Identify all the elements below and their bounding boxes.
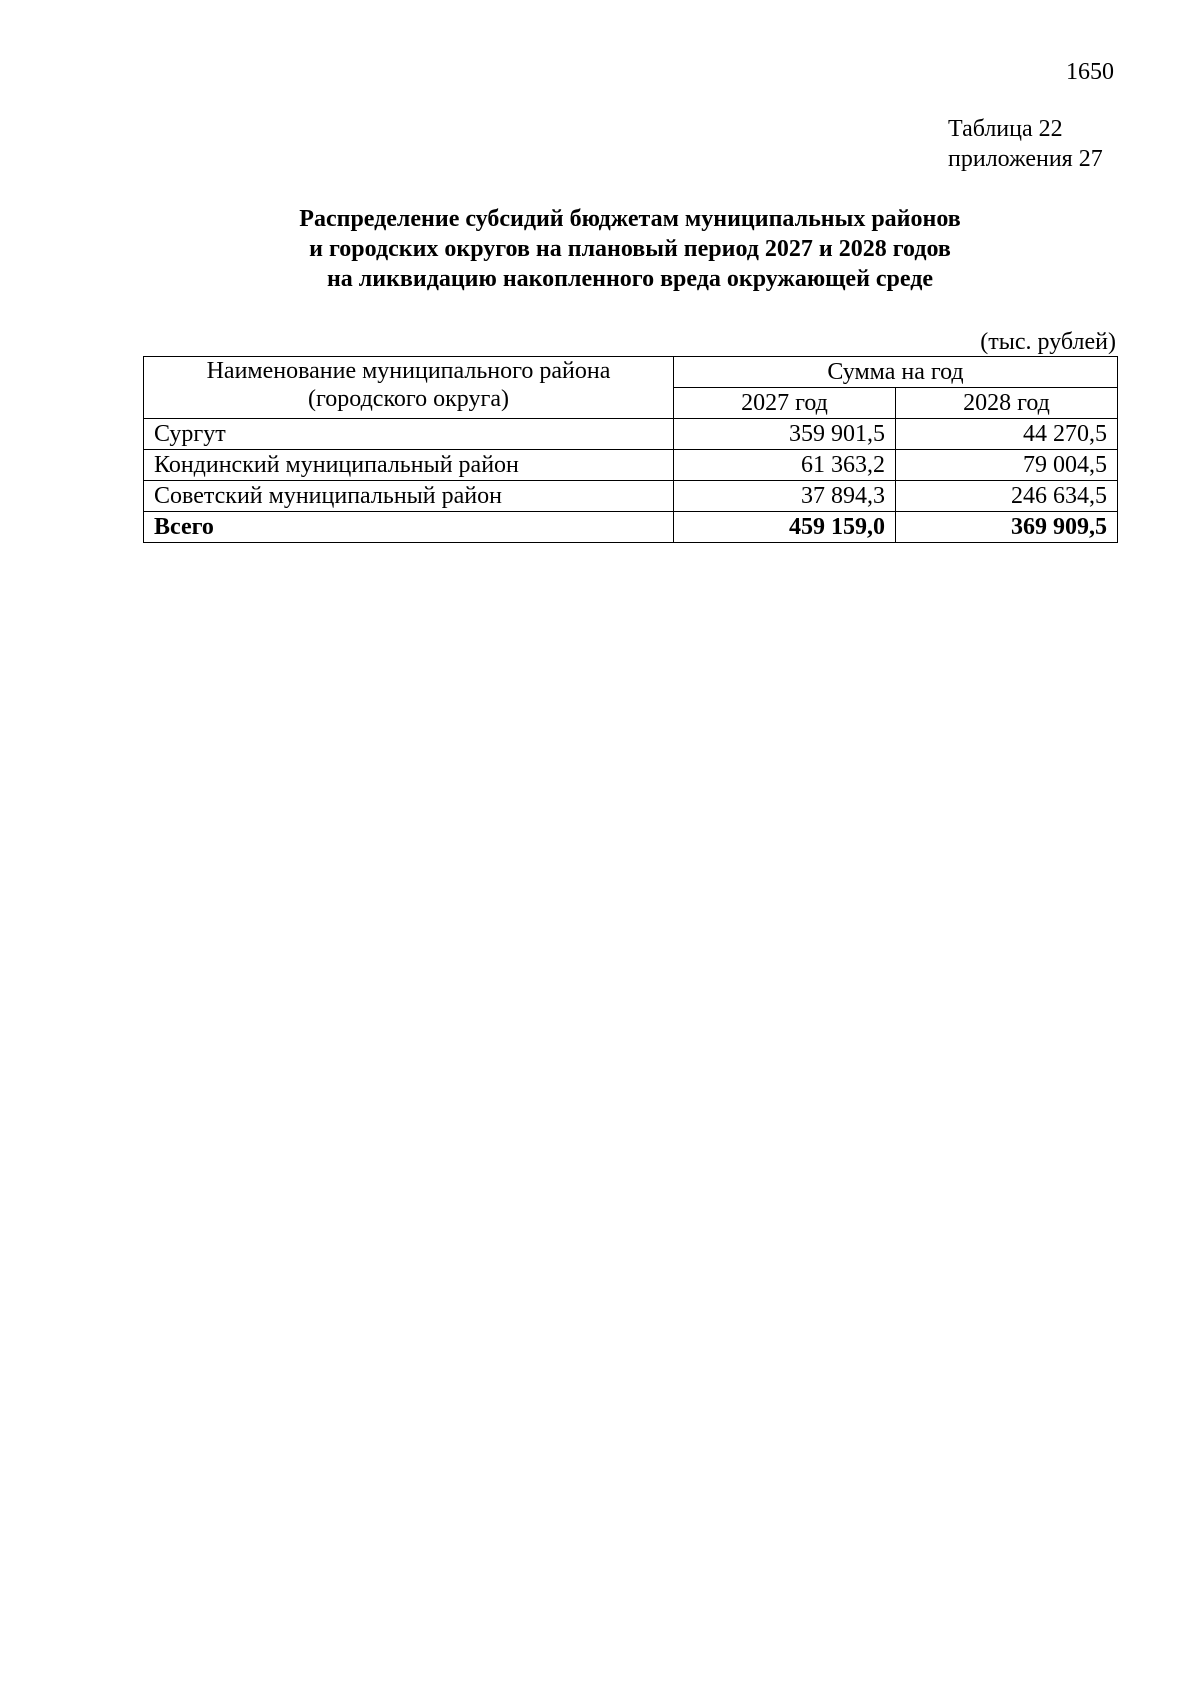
header-sum-per-year: Сумма на год [674,357,1118,388]
header-municipality [144,357,674,419]
header-municipality-line-2: (городского округа) [308,386,509,412]
document-title [140,204,1120,294]
title-line-1: Распределение субсидий бюджетам муниципальных районов [299,206,961,232]
table-row [144,419,1118,450]
row-name: Кондинский муниципальный район [144,450,674,481]
table-row [144,450,1118,481]
total-value-2028: 369 909,5 [896,512,1118,543]
page-number: 1650 [1066,59,1114,85]
units-note: (тыс. рублей) [980,329,1116,355]
header-municipality-line-1: Наименование муниципального района [206,358,611,384]
total-value-2027: 459 159,0 [674,512,896,543]
table-reference-line-1: Таблица 22 [948,116,1063,142]
subsidy-table [143,356,1118,543]
header-year-2028: 2028 год [896,388,1118,419]
title-line-3: на ликвидацию накопленного вреда окружающей среде [326,266,934,292]
row-value-2027: 61 363,2 [674,450,896,481]
row-value-2028: 44 270,5 [896,419,1118,450]
title-line-2: и городских округов на плановый период 2027 и 2028 годов [309,236,951,262]
table-reference [948,114,1103,174]
total-label: Всего [144,512,674,543]
row-value-2028: 246 634,5 [896,481,1118,512]
row-name: Сургут [144,419,674,450]
header-year-2027: 2027 год [674,388,896,419]
row-value-2027: 359 901,5 [674,419,896,450]
table-reference-line-2: приложения 27 [948,146,1103,172]
row-value-2028: 79 004,5 [896,450,1118,481]
table-row [144,481,1118,512]
table-header-row [144,357,1118,388]
table-total-row [144,512,1118,543]
row-name: Советский муниципальный район [144,481,674,512]
row-value-2027: 37 894,3 [674,481,896,512]
